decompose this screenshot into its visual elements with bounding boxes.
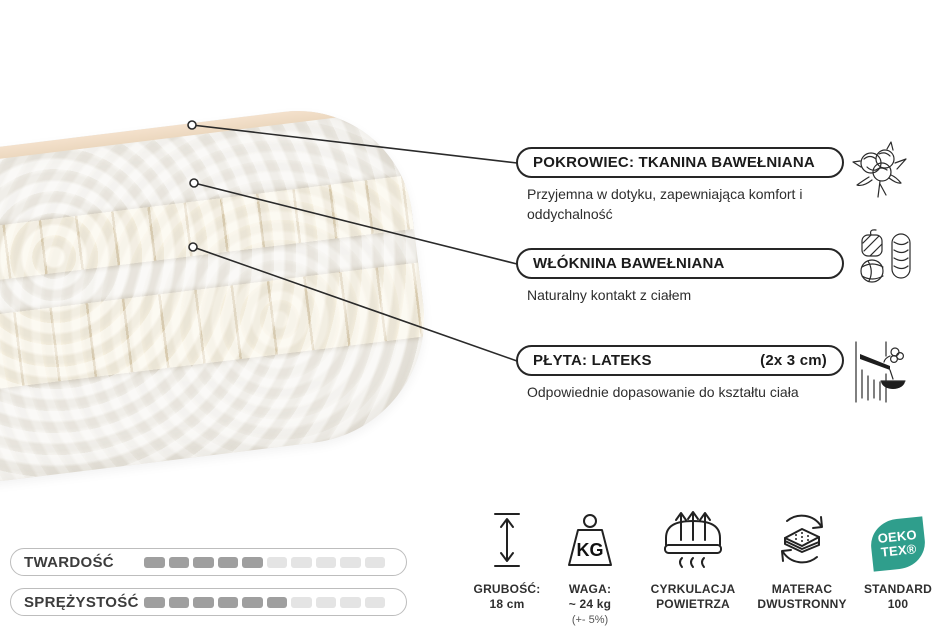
rating-segment: [267, 557, 288, 568]
callout-title: POKROWIEC: TKANINA BAWEŁNIANA: [533, 154, 815, 171]
rating-segment: [340, 557, 361, 568]
rating-segment: [365, 597, 386, 608]
rating-segment: [291, 597, 312, 608]
rating-segment: [144, 557, 165, 568]
air-circulation-icon: [635, 505, 751, 569]
rating-segment: [218, 597, 239, 608]
latex-layer-bottom: [0, 263, 427, 399]
rating-segment: [242, 597, 263, 608]
rating-segments: [144, 597, 385, 608]
rating-segment: [291, 557, 312, 568]
spec-label: MATERAC DWUSTRONNY: [757, 582, 847, 611]
rating-segment: [365, 557, 386, 568]
callout-title: PŁYTA: LATEKS: [533, 352, 652, 369]
rating-segments: [144, 557, 385, 568]
callout-description: Odpowiednie dopasowanie do kształtu ciała: [527, 384, 799, 400]
callout-pill-cover: [516, 147, 844, 178]
rating-segment: [169, 557, 190, 568]
spec-label: CYRKULACJA POWIETRZA: [650, 582, 736, 611]
callout-description: Naturalny kontakt z ciałem: [527, 287, 692, 303]
rating-segment: [316, 557, 337, 568]
rating-segment: [169, 597, 190, 608]
spec-weight: [532, 505, 648, 626]
latex-tapping-icon: [850, 340, 906, 404]
callout-title: WŁÓKNINA BAWEŁNIANA: [533, 255, 725, 272]
spec-label: WAGA: ~ 24 kg: [568, 582, 612, 611]
rating-segment: [218, 557, 239, 568]
rating-bar-hardness: [10, 548, 407, 576]
mattress-cross-section-image: [0, 98, 438, 490]
rating-bar-elasticity: [10, 588, 407, 616]
rating-segment: [193, 557, 214, 568]
cotton-cover-band: [0, 98, 399, 173]
rating-segment: [316, 597, 337, 608]
rating-label: TWARDOŚĆ: [24, 553, 114, 571]
rating-label: SPRĘŻYSTOŚĆ: [24, 593, 139, 611]
cotton-flower-icon: [851, 140, 909, 202]
yarn-skeins-icon: [856, 228, 914, 284]
spec-label: STANDARD 100: [863, 582, 933, 611]
callout-pill-fiber: [516, 248, 844, 279]
kg-icon-label: KG: [576, 540, 604, 560]
oeko-tex-badge-shape: OEKO TEX®: [869, 516, 928, 571]
kg-weight-icon: [532, 505, 648, 569]
callout-pill-latex: [516, 345, 844, 376]
spec-air-circulation: [635, 505, 751, 612]
rating-segment: [340, 597, 361, 608]
oeko-tex-badge: [840, 505, 950, 569]
rating-segment: [267, 597, 288, 608]
spec-tolerance: (+- 5%): [571, 614, 609, 626]
spec-oeko-tex: [840, 505, 950, 612]
rating-segment: [193, 597, 214, 608]
rating-segment: [242, 557, 263, 568]
callout-description: Przyjemna w dotyku, zapewniająca komfort i oddychalność: [527, 186, 803, 223]
callout-note: (2x 3 cm): [760, 352, 827, 369]
rating-segment: [144, 597, 165, 608]
spec-label: GRUBOŚĆ: 18 cm: [473, 582, 541, 611]
